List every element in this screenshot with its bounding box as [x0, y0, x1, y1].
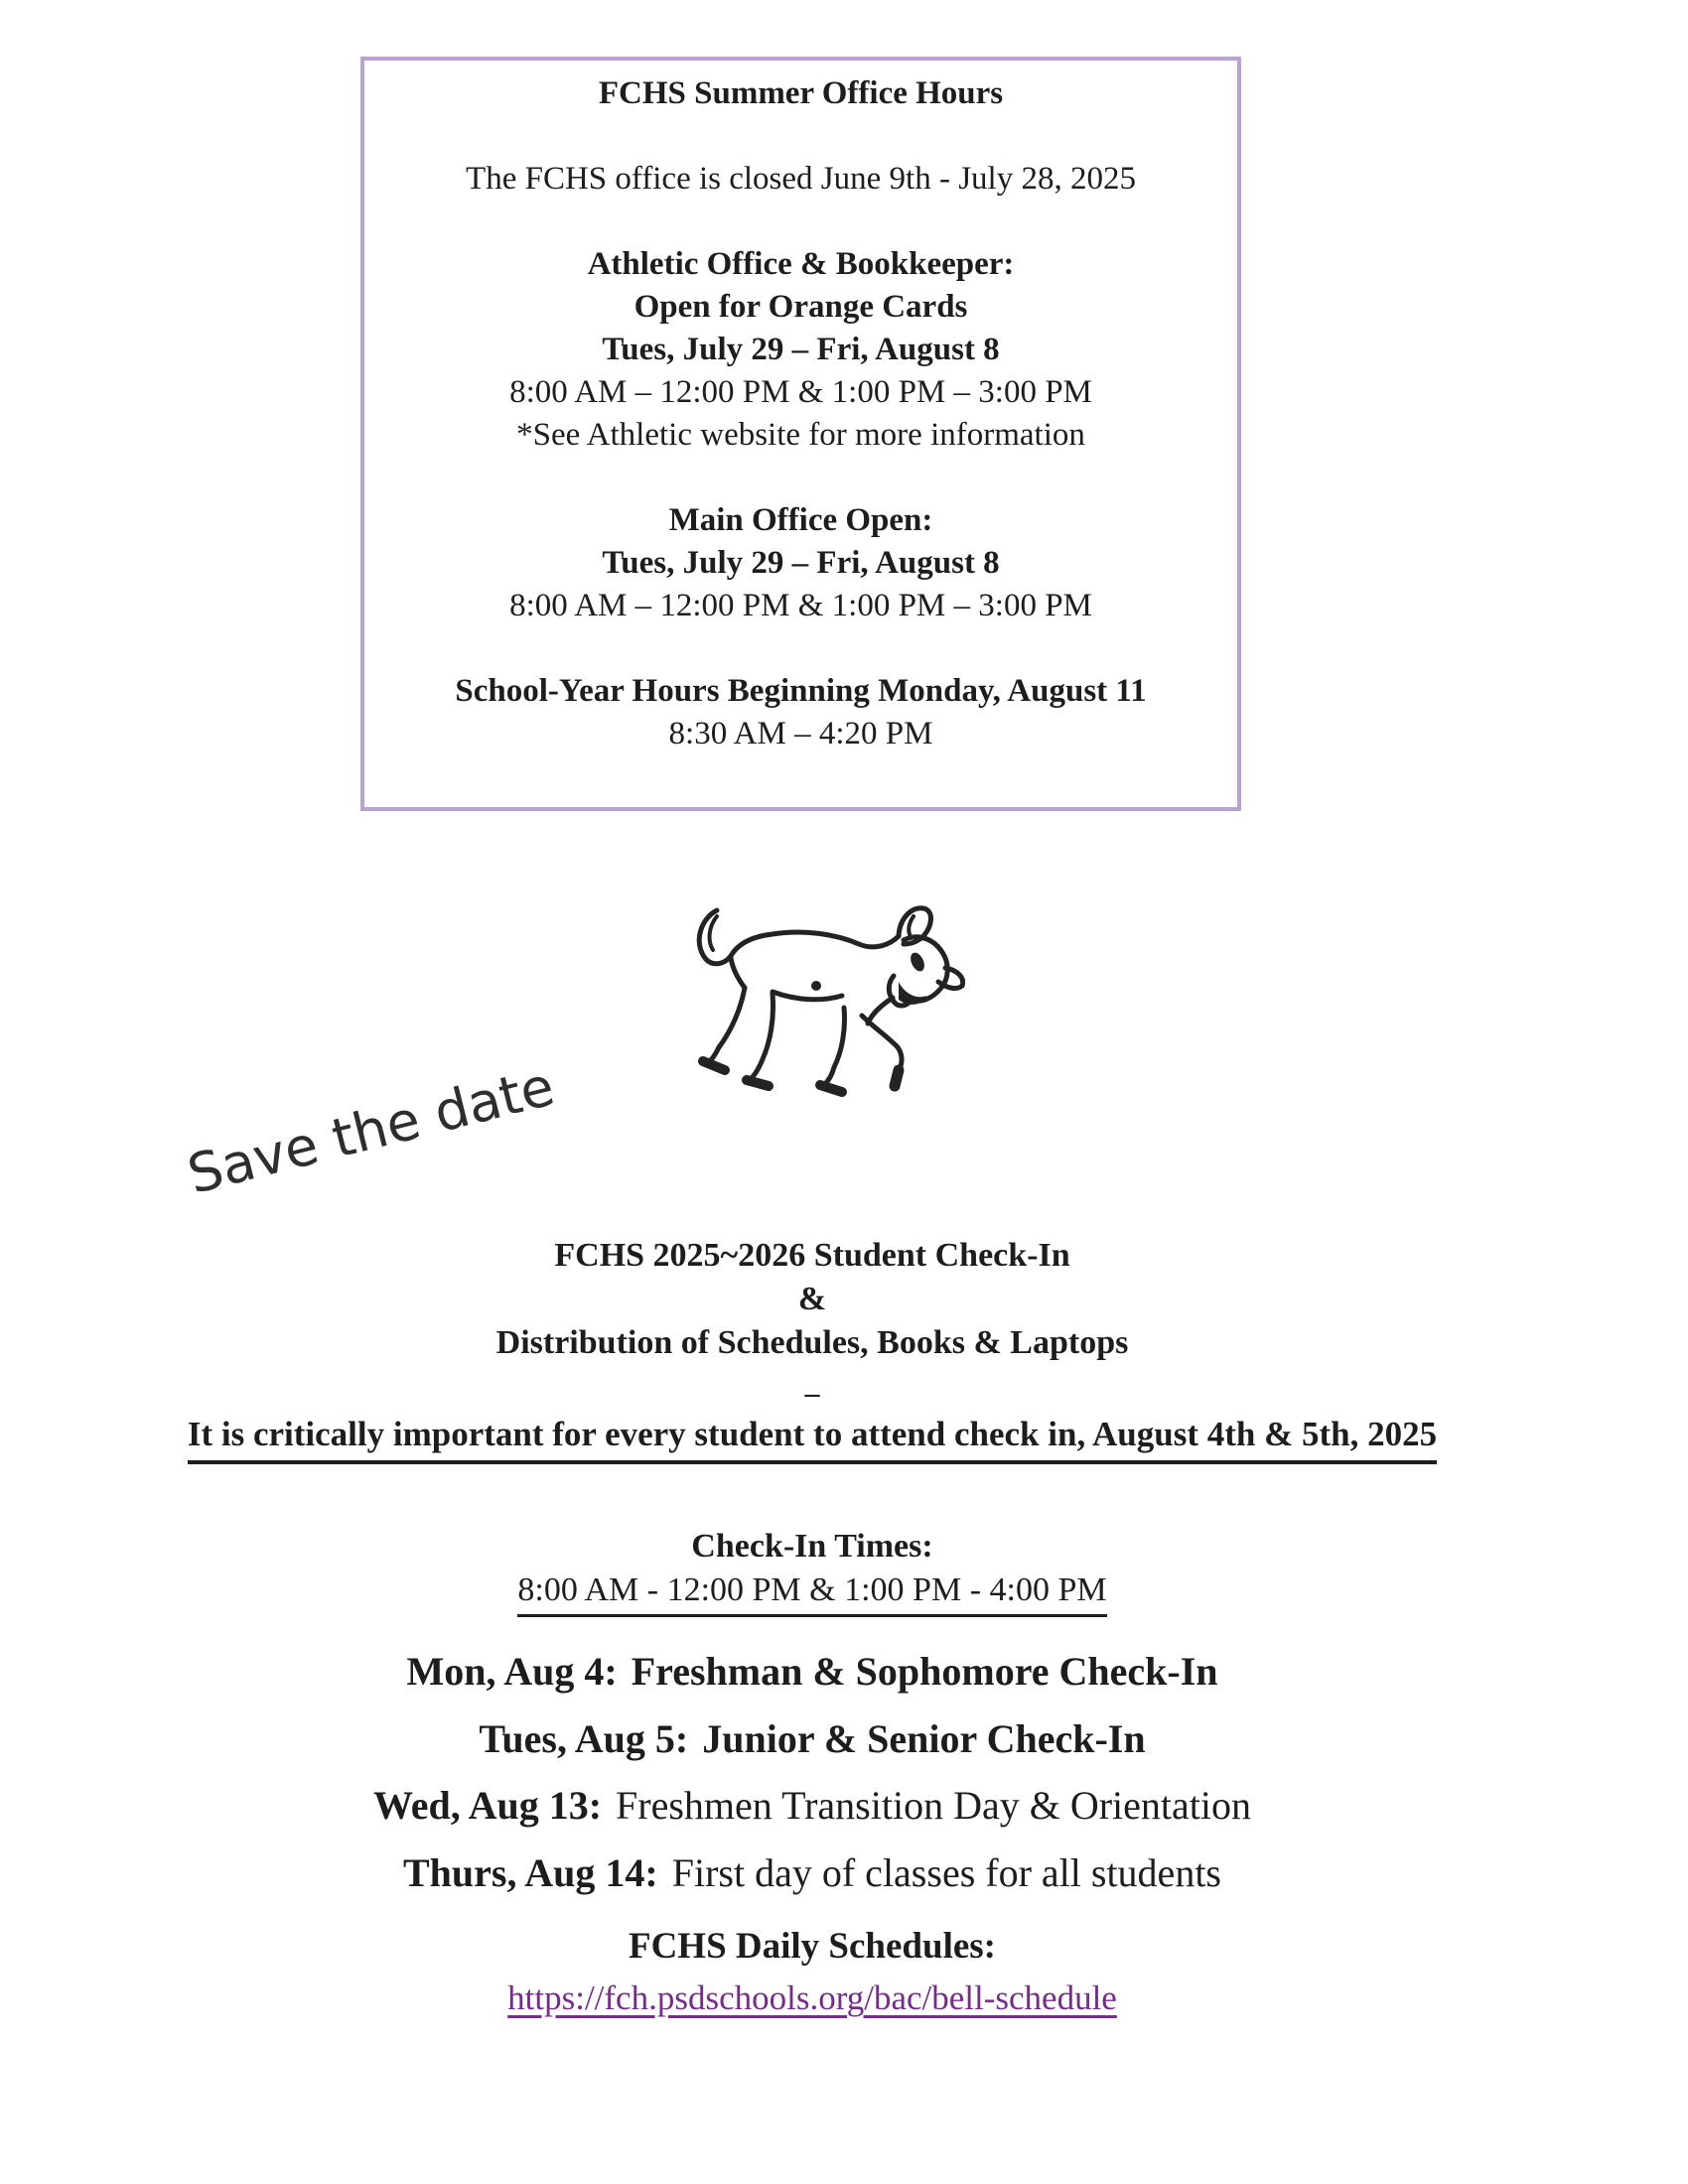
lamb-hoof-4	[895, 1070, 899, 1086]
bell-schedule-link-line	[117, 1977, 1507, 2020]
important-notice-line	[117, 1412, 1507, 1464]
schedule-event: First day of classes for all students	[671, 1850, 1221, 1895]
checkin-title-line1: FCHS 2025~2026 Student Check-In	[554, 1237, 1070, 1274]
schedule-row-thurs	[117, 1848, 1507, 1898]
lamb-belly-spot	[811, 981, 821, 991]
schedule-date-label: Thurs, Aug 14:	[403, 1850, 658, 1895]
schedule-date-label: Mon, Aug 4:	[406, 1649, 618, 1694]
checkin-times-line	[117, 1569, 1507, 1617]
schedule-row-tues	[117, 1714, 1507, 1764]
daily-schedules-heading: FCHS Daily Schedules:	[628, 1926, 997, 1967]
lamb-back	[731, 932, 899, 956]
checkin-title-line2: Distribution of Schedules, Books & Laptops	[495, 1324, 1129, 1361]
athletic-website-note: *See Athletic website for more information	[516, 417, 1085, 453]
save-the-date-text: Save the date	[181, 1054, 561, 1206]
lamb-tail-inner	[710, 916, 717, 950]
summer-office-hours-box	[360, 57, 1241, 811]
lamb-eye	[908, 950, 926, 973]
lamb-belly	[773, 992, 842, 1000]
lamb-illustration-icon	[667, 896, 965, 1105]
checkin-section	[117, 1234, 1507, 2020]
office-closed-line: The FCHS office is closed June 9th - July 28, 2025	[466, 161, 1136, 197]
main-office-hours: 8:00 AM – 12:00 PM & 1:00 PM – 3:00 PM	[509, 588, 1092, 623]
checkin-times-text: 8:00 AM - 12:00 PM & 1:00 PM - 4:00 PM	[517, 1569, 1106, 1617]
lamb-hind-leg-1	[707, 988, 745, 1063]
school-year-hours: 8:30 AM – 4:20 PM	[668, 716, 933, 751]
lamb-rear	[731, 958, 745, 988]
main-office-heading: Main Office Open:	[668, 502, 933, 538]
schedule-date-label: Tues, Aug 5:	[479, 1716, 689, 1761]
lamb-front-leg-1	[824, 1008, 845, 1085]
lamb-chest	[868, 998, 893, 1024]
lamb-hoof-1	[703, 1061, 725, 1070]
schedule-row-mon	[117, 1647, 1507, 1697]
lamb-near-ear	[938, 968, 963, 989]
lamb-front-leg-2	[862, 1016, 902, 1069]
athletic-open-line: Open for Orange Cards	[633, 289, 968, 325]
separator-dash: –	[804, 1377, 820, 1410]
important-notice-text: It is critically important for every student to attend check in, August 4th & 5th, 2025	[188, 1412, 1437, 1464]
school-year-heading: School-Year Hours Beginning Monday, August 11	[455, 673, 1147, 709]
lamb-muzzle-patch	[899, 982, 926, 1005]
schedule-event: Freshman & Sophomore Check-In	[631, 1649, 1218, 1694]
schedule-date-label: Wed, Aug 13:	[372, 1783, 603, 1828]
athletic-hours: 8:00 AM – 12:00 PM & 1:00 PM – 3:00 PM	[509, 374, 1092, 410]
bell-schedule-link[interactable]: https://fch.psdschools.org/bac/bell-schedule	[507, 1979, 1117, 2017]
lamb-head	[889, 937, 947, 1006]
athletic-office-heading: Athletic Office & Bookkeeper:	[587, 246, 1015, 282]
lamb-hoof-3	[820, 1085, 842, 1092]
lamb-hind-leg-2	[751, 994, 774, 1079]
lamb-hoof-2	[747, 1080, 769, 1086]
office-box-title: FCHS Summer Office Hours	[598, 75, 1004, 111]
checkin-ampersand: &	[797, 1281, 827, 1317]
athletic-dates: Tues, July 29 – Fri, August 8	[602, 332, 1000, 367]
main-office-dates: Tues, July 29 – Fri, August 8	[602, 545, 1000, 581]
schedule-row-wed	[117, 1781, 1507, 1831]
schedule-event: Freshmen Transition Day & Orientation	[616, 1783, 1251, 1828]
checkin-times-heading: Check-In Times:	[691, 1528, 933, 1565]
lamb-ear-inner	[909, 916, 914, 934]
schedule-event: Junior & Senior Check-In	[702, 1716, 1146, 1761]
